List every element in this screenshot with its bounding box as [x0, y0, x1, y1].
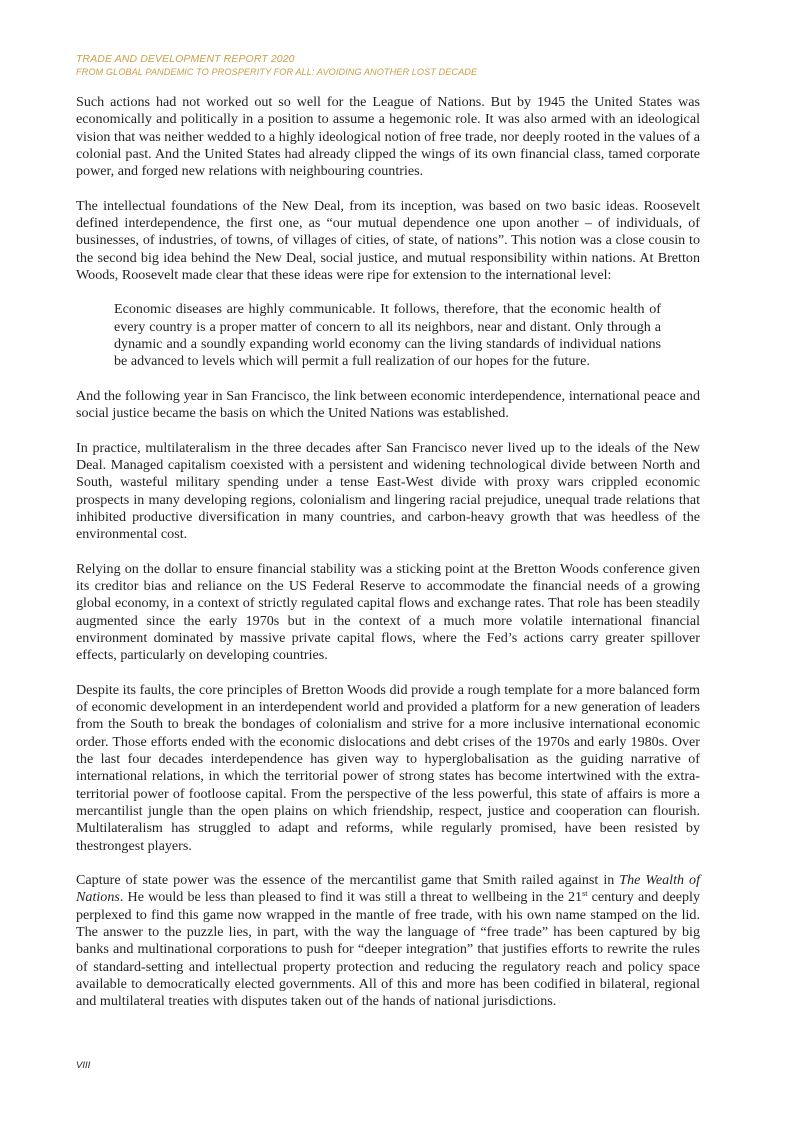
paragraph-5: Relying on the dollar to ensure financial stability was a sticking point at the Bretton Woods conference given its creditor bias and reliance on the US Federal Reserve to accommodate the financial needs of a growing global economy, in a context of strictly regulated capital flows and exchange rates. That role has been steadily augmented since the early 1970s but in the context of a much more volatile international financial environment dominated by massive private capital flows, where the Fed’s actions carry greater spillover effects, particularly on developing countries.: [76, 560, 700, 664]
ordinal-suffix: st: [582, 889, 588, 899]
paragraph-7: [76, 872, 700, 1011]
book-title: The Wealth of Nations: [76, 872, 700, 906]
paragraph-3: And the following year in San Francisco, the link between economic interdependence, international peace and social justice became the basis on which the United Nations was established.: [76, 387, 700, 422]
report-title: TRADE AND DEVELOPMENT REPORT 2020: [76, 53, 295, 65]
paragraph-6: Despite its faults, the core principles of Bretton Woods did provide a rough template for a more balanced form of economic development in an interdependent world and provided a platform for a new generation of leaders from the South to break the bondages of colonialism and strive for a more inclusive international economic order. Those efforts ended with the economic dislocations and debt crises of the 1970s and early 1980s. Over the last four decades interdependence has given way to hyperglobalisation as the guiding narrative of international relations, in which the territorial power of strong states has become intertwined with the extra-territorial power of footloose capital. From the perspective of the less powerful, this state of affairs is more a mercantilist jungle than the open plains on which friendship, respect, justice and cooperation can flourish. Multilateralism has struggled to adapt and reforms, while regularly promised, have been resisted by thestrongest players.: [76, 681, 700, 854]
body-text: [76, 94, 700, 1028]
report-subtitle: FROM GLOBAL PANDEMIC TO PROSPERITY FOR ALL: AVOIDING ANOTHER LOST DECADE: [76, 67, 478, 77]
paragraph-2: The intellectual foundations of the New Deal, from its inception, was based on two basic ideas. Roosevelt defined interdependence, the first one, as “our mutual dependence one upon another – of individuals, of businesses, of industries, of towns, of villages of cities, of state, of nations”. This notion was a close cousin to the second big idea behind the New Deal, social justice, and mutual responsibility within nations. At Bretton Woods, Roosevelt made clear that these ideas were ripe for extension to the international level:: [76, 197, 700, 284]
paragraph-4: In practice, multilateralism in the three decades after San Francisco never lived up to the ideals of the New Deal. Managed capitalism coexisted with a persistent and widening technological divide between North and South, wasteful military spending under a tense East-West divide with proxy wars crippled economic prospects in many developing regions, colonialism and lingering racial prejudice, unequal trade relations that inhibited productive diversification in many countries, and carbon-heavy growth that was heedless of the environmental cost.: [76, 439, 700, 543]
paragraph-7-text-b: . He would be less than pleased to find it was still a threat to wellbeing in the 21: [119, 889, 583, 906]
paragraph-1: Such actions had not worked out so well for the League of Nations. But by 1945 the United States was economically and politically in a position to assume a hegemonic role. It was also armed with an ideological vision that was neither wedded to a highly ideological notion of free trade, nor deeply rooted in the values of a colonial past. And the United States had already clipped the wings of its own financial class, tamed corporate power, and forged new relations with neighbouring countries.: [76, 94, 700, 180]
running-header: [76, 53, 477, 79]
page-number: VIII: [76, 1060, 91, 1071]
paragraph-7-text-a: Capture of state power was the essence of the mercantilist game that Smith railed against in: [76, 872, 620, 889]
paragraph-7-text-c: century and deeply perplexed to find this game now wrapped in the mantle of free trade, with his own name stamped on the lid. The answer to the puzzle lies, in part, with the way the language of “free trade” has been captured by big banks and multinational corporations to push for “deeper integration” that justifies efforts to rewrite the rules of standard-setting and intellectual property protection and reducing the regulatory reach and policy space available to democratically elected governments. All of this and more has been codified in bilateral, regional and multilateral treaties with disputes taken out of the hands of national jurisdictions.: [76, 889, 701, 1010]
block-quote: Economic diseases are highly communicable. It follows, therefore, that the economic health of every country is a proper matter of concern to all its neighbors, near and distant. Only through a dynamic and a soundly expanding world economy can the living standards of individual nations be advanced to levels which will permit a full realization of our hopes for the future.: [114, 301, 661, 370]
